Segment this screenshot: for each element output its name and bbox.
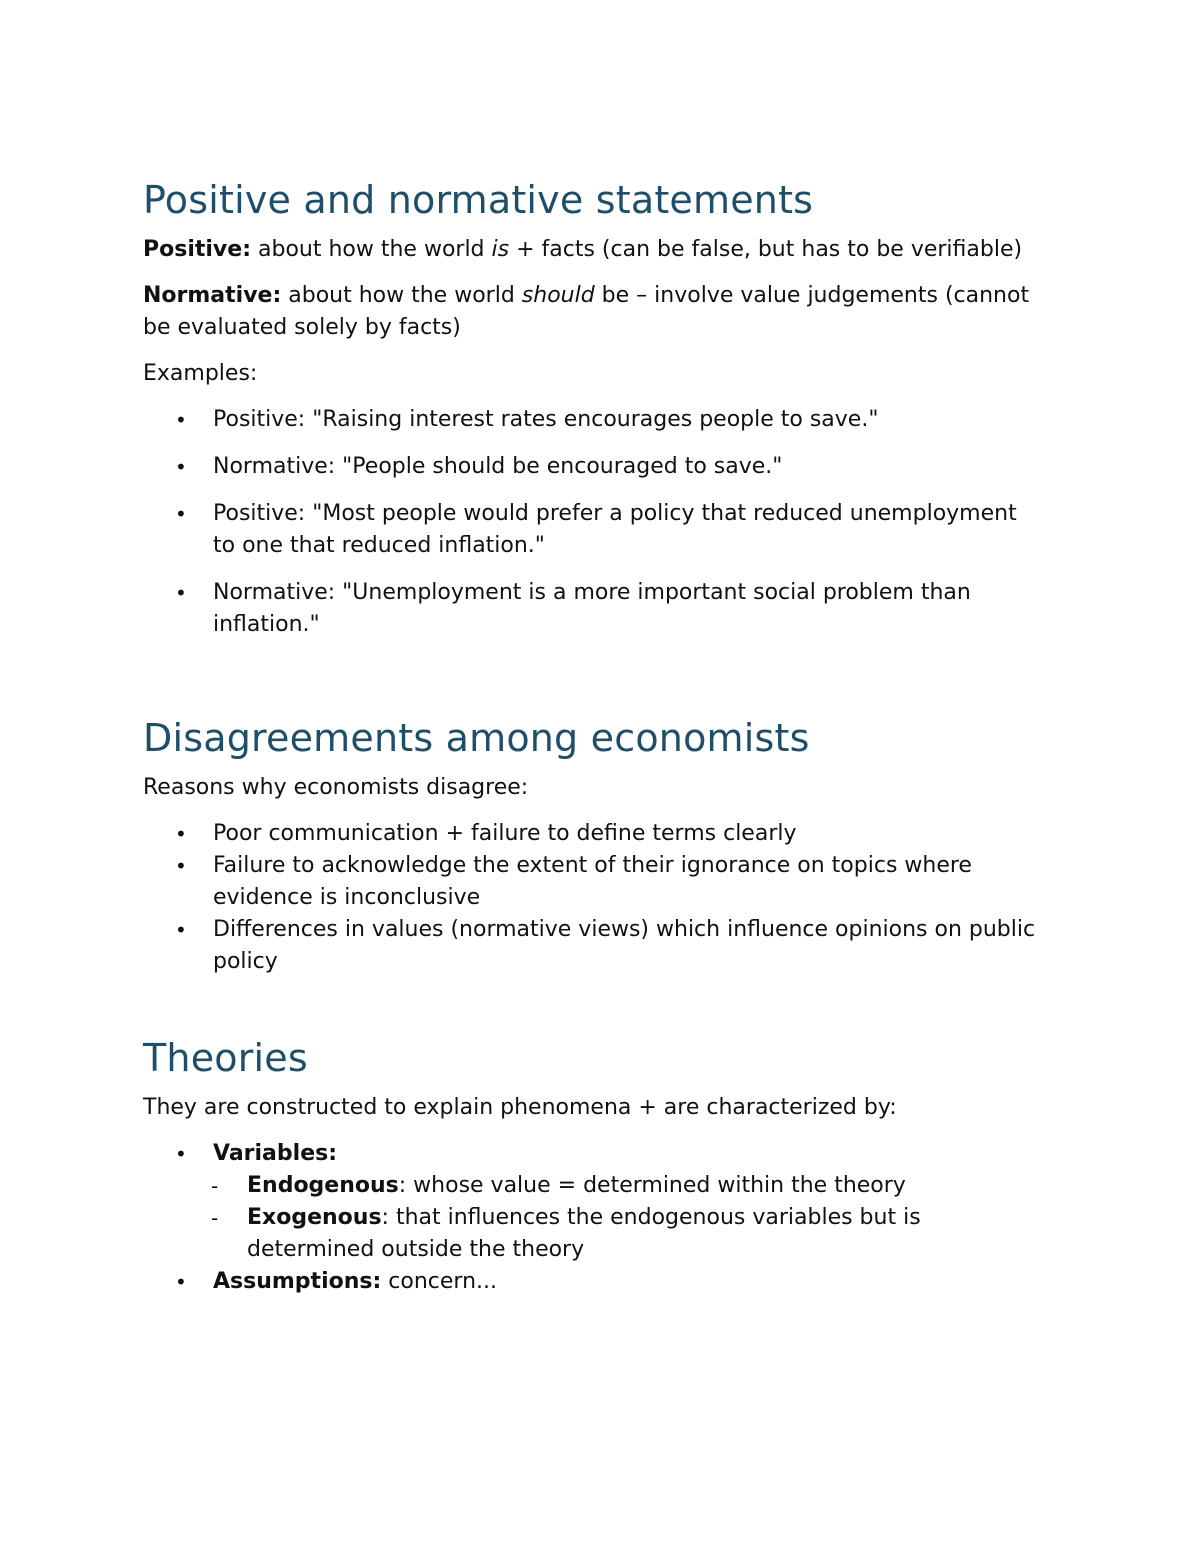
- variables-sublist: [211, 1170, 1043, 1266]
- reason-text: Failure to acknowledge the extent of their ignorance on topics where evidence is inconclusive: [213, 853, 972, 910]
- positive-text-emphasis: is: [491, 237, 510, 262]
- normative-label: Normative:: [143, 283, 282, 308]
- dash-icon: -: [211, 1174, 219, 1198]
- heading-positive-normative: Positive and normative statements: [143, 178, 814, 222]
- normative-text-a: about how the world: [281, 283, 522, 308]
- spacer: [143, 978, 1043, 1034]
- bullet-icon: •: [175, 822, 187, 846]
- list-item: [211, 1170, 1043, 1202]
- normative-text-emphasis: should: [521, 283, 595, 308]
- positive-text-b: + facts (can be false, but has to be verifiable): [509, 237, 1023, 262]
- heading-disagreements: Disagreements among economists: [143, 716, 810, 760]
- list-item: [211, 1202, 1043, 1266]
- list-item: [143, 850, 1043, 914]
- normative-definition: [143, 280, 1043, 344]
- example-text: Normative: "People should be encouraged to save.": [213, 454, 783, 479]
- disagreement-intro: Reasons why economists disagree:: [143, 775, 529, 800]
- positive-text-a: about how the world: [251, 237, 492, 262]
- endogenous-label: Endogenous: [247, 1173, 399, 1198]
- endogenous-text: : whose value = determined within the theory: [398, 1173, 906, 1198]
- list-item: [143, 1138, 1043, 1266]
- exogenous-label: Exogenous: [247, 1205, 382, 1230]
- reasons-list: [143, 818, 1043, 978]
- list-item: [143, 818, 1043, 850]
- example-text: Normative: "Unemployment is a more important social problem than inflation.": [213, 580, 971, 637]
- list-item: [143, 1266, 1043, 1298]
- document-content: [143, 176, 1043, 1298]
- bullet-icon: •: [175, 1270, 187, 1294]
- theories-list: [143, 1138, 1043, 1298]
- theories-intro: They are constructed to explain phenomena + are characterized by:: [143, 1095, 897, 1120]
- normative-text-b: be – involve value judgements (cannot be evaluated solely by facts): [143, 283, 1030, 340]
- list-item: [143, 914, 1043, 978]
- list-item: [143, 577, 1043, 641]
- list-item: [143, 404, 1043, 436]
- heading-theories: Theories: [143, 1036, 308, 1080]
- reason-text: Poor communication + failure to define terms clearly: [213, 821, 797, 846]
- positive-label: Positive:: [143, 237, 251, 262]
- list-item: [143, 451, 1043, 483]
- bullet-icon: •: [175, 918, 187, 942]
- exogenous-text: : that influences the endogenous variables but is determined outside the theory: [247, 1205, 921, 1262]
- assumptions-label: Assumptions:: [213, 1269, 382, 1294]
- bullet-icon: •: [175, 1142, 187, 1166]
- bullet-icon: •: [175, 581, 187, 605]
- bullet-icon: •: [175, 502, 187, 526]
- reason-text: Differences in values (normative views) which influence opinions on public policy: [213, 917, 1036, 974]
- list-item: [143, 498, 1043, 562]
- example-text: Positive: "Most people would prefer a policy that reduced unemployment to one that reduced inflation.": [213, 501, 1017, 558]
- variables-label: Variables:: [213, 1141, 338, 1166]
- bullet-icon: •: [175, 854, 187, 878]
- bullet-icon: •: [175, 455, 187, 479]
- positive-definition: [143, 234, 1043, 266]
- examples-label: Examples:: [143, 361, 258, 386]
- dash-icon: -: [211, 1206, 219, 1230]
- assumptions-text: concern...: [381, 1269, 497, 1294]
- example-text: Positive: "Raising interest rates encourages people to save.": [213, 407, 879, 432]
- bullet-icon: •: [175, 408, 187, 432]
- spacer: [143, 656, 1043, 714]
- examples-list: [143, 404, 1043, 641]
